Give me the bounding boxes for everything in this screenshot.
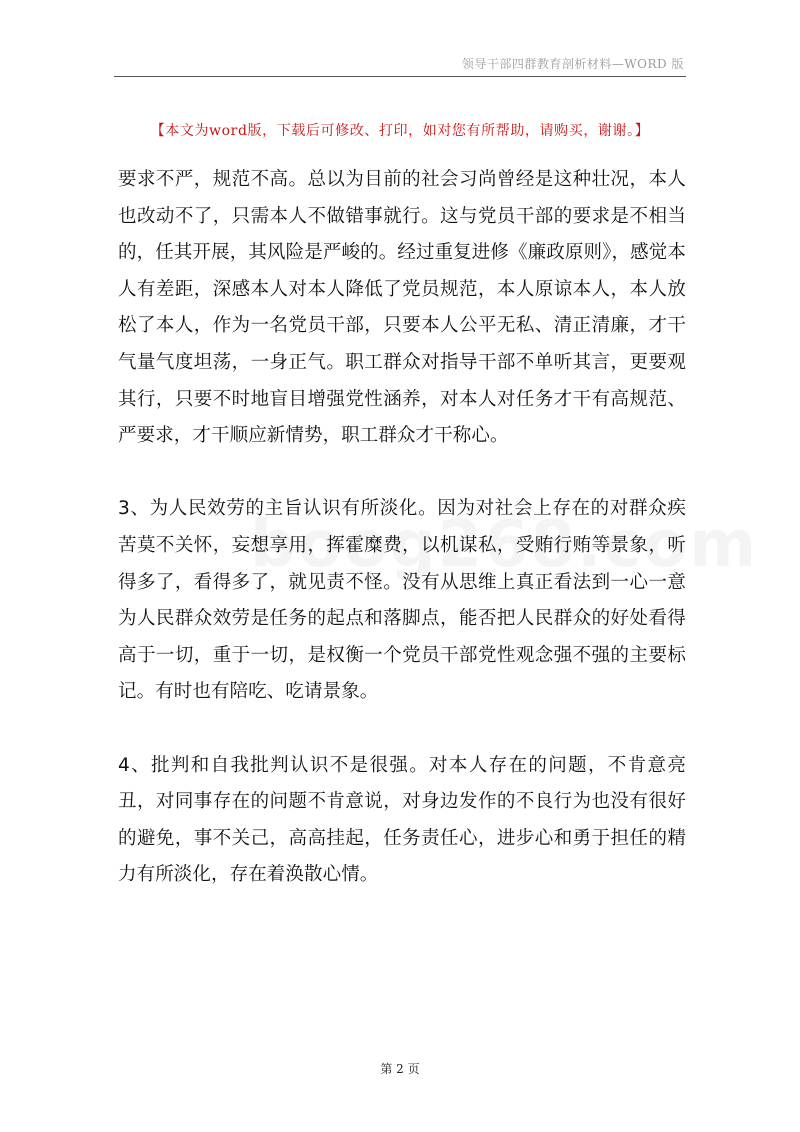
body-paragraph: 要求不严，规范不高。总以为目前的社会习尚曾经是这种壮况，本人也改动不了，只需本人不做错事就行。这与党员干部的要求是不相当的，任其开展，其风险是严峻的。经过重复进修《廉政原则》，感觉本人有差距，深感本人对本人降低了党员规范，本人原谅本人，本人放松了本人，作为一名党员干部，只要本人公平无私、清正清廉，才干气量气度坦荡，一身正气。职工群众对指导干部不单听其言，更要观其行，只要不时地盲目增强党性涵养，对本人对任务才干有高规范、严要求，才干顺应新情势，职工群众才干称心。: [118, 169, 686, 447]
purchase-notice: 【本文为word版，下载后可修改、打印，如对您有所帮助，请购买，谢谢。】: [150, 123, 650, 139]
header-divider: [114, 76, 686, 77]
document-body: [118, 162, 686, 894]
document-header-title: 领导干部四群教育剖析材料—WORD 版: [461, 57, 684, 71]
body-paragraph: 4、批判和自我批判认识不是很强。对本人存在的问题，不肯意亮丑，对同事存在的问题不肯意说，对身边发作的不良行为也没有很好的避免，事不关己，高高挂起，任务责任心，进步心和勇于担任的精力有所淡化，存在着涣散心情。: [118, 754, 686, 886]
page-number: 第 2 页: [380, 1062, 420, 1076]
body-paragraph: 3、为人民效劳的主旨认识有所淡化。因为对社会上存在的对群众疾苦莫不关怀，妄想享用，挥霍糜费，以机谋私，受贿行贿等景象，听得多了，看得多了，就见责不怪。没有从思维上真正看法到一心一意为人民群众效劳是任务的起点和落脚点，能否把人民群众的好处看得高于一切，重于一切，是权衡一个党员干部党性观念强不强的主要标记。有时也有陪吃、吃请景象。: [118, 498, 686, 703]
